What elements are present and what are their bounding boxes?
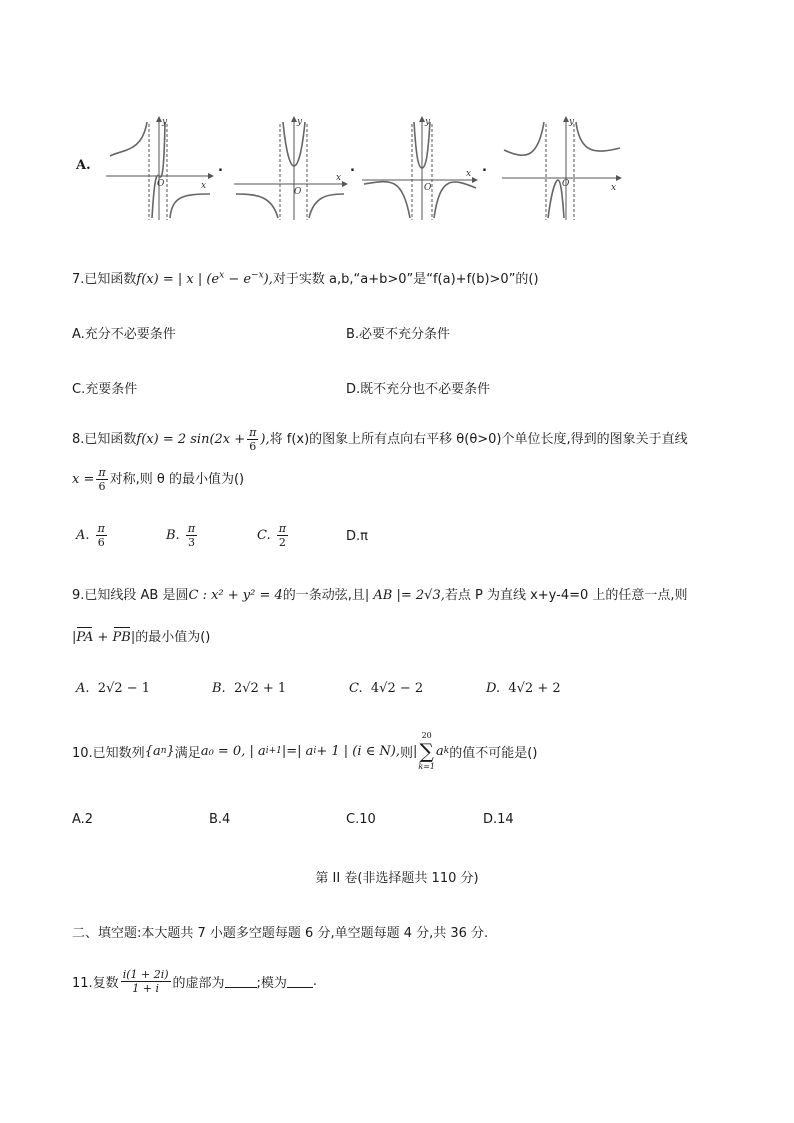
graph2-origin: O [294,187,302,197]
summation: 20 ∑ k=1 [418,731,436,771]
q9-option-b: B. 2√2 + 1 [212,681,287,696]
q9-option-c: C. 4√2 − 2 [349,681,424,696]
graph2-y-label: y [297,117,303,127]
part2-heading: 二、填空题:本大题共 7 小题多空题每题 6 分,单空题每题 4 分,共 36 分. [72,926,489,941]
graph-sep-1: . [218,160,223,175]
graph-option-2 [232,114,350,222]
q8-option-c: C. $\frac{\pi}{2}$ [257,522,286,549]
graph4-y-label: y [569,117,575,127]
graph-sep-2: . [350,160,355,175]
q7-stem: 7.已知函数f(x) = | x | $(e^x - e^{-x})$,对于实数 a,b,“a+b>0”是“f(a)+f(b)>0”的() [72,270,539,287]
q10-option-b: B.4 [209,812,231,827]
q8-stem-line2: x = $\frac{\pi}{6}$ 对称,则 θ 的最小值为() [72,466,245,493]
graph-option-4 [500,114,624,222]
graph1-origin: O [157,179,165,189]
q8-option-d: D.π [346,529,368,544]
graph3-y-label: y [425,117,431,127]
q10-stem: 10.已知数列 {a n } 满足 a₀ = 0, | a i+1 |=| a i + 1 | (i ∈ N), 则 | 20 ∑ k=1 a k 的值不可能是() [72,731,538,771]
graph4-x-label: x [611,183,617,193]
graph3-origin: O [424,183,432,193]
graph1-y-label: y [162,117,168,127]
graph1-x-label: x [201,181,207,191]
q8-option-b: B. $\frac{\pi}{3}$ [166,522,196,549]
q7-option-b: B.必要不充分条件 [346,327,451,342]
q10-option-a: A.2 [72,812,94,827]
graph-option-3 [360,114,480,222]
q9-stem-line1: 9.已知线段 AB 是圆C : x² + y² = 4的一条动弦,且| AB |= 2√3,若点 P 为直线 x+y-4=0 上的任意一点,则 [72,588,688,603]
answer-blank-imaginary[interactable] [225,975,257,988]
q9-option-a: A. 2√2 − 1 [76,681,151,696]
section-title: 第 II 卷(非选择题共 110 分) [315,871,479,886]
q9-option-d: D. 4√2 + 2 [486,681,561,696]
q10-option-d: D.14 [483,812,514,827]
q8-option-a: A. $\frac{\pi}{6}$ [76,522,105,549]
graph2-x-label: x [336,173,342,183]
graph4-origin: O [562,179,570,189]
q7-option-c: C.充要条件 [72,382,138,397]
graph3-x-label: x [466,169,472,179]
q7-option-d: D.既不充分也不必要条件 [346,382,491,397]
graph-sep-3: . [482,160,487,175]
q10-option-c: C.10 [346,812,376,827]
q9-stem-line2: |PA + PB|的最小值为() [72,630,211,645]
q11-stem: 11.复数 $\frac{i(1 + 2i)}{1 + i}$ 的虚部为 ;模为 . [72,968,318,995]
q7-option-a: A.充分不必要条件 [72,327,176,342]
answer-blank-modulus[interactable] [287,975,313,988]
q8-stem-line1: 8.已知函数f(x) = 2 sin(2x + $\frac{\pi}{6}$ ),将 f(x)的图象上所有点向右平移 θ(θ>0)个单位长度,得到的图象关于直线 [72,426,688,453]
graph-option-1 [104,114,216,222]
figure-label-a: A. [76,158,91,173]
